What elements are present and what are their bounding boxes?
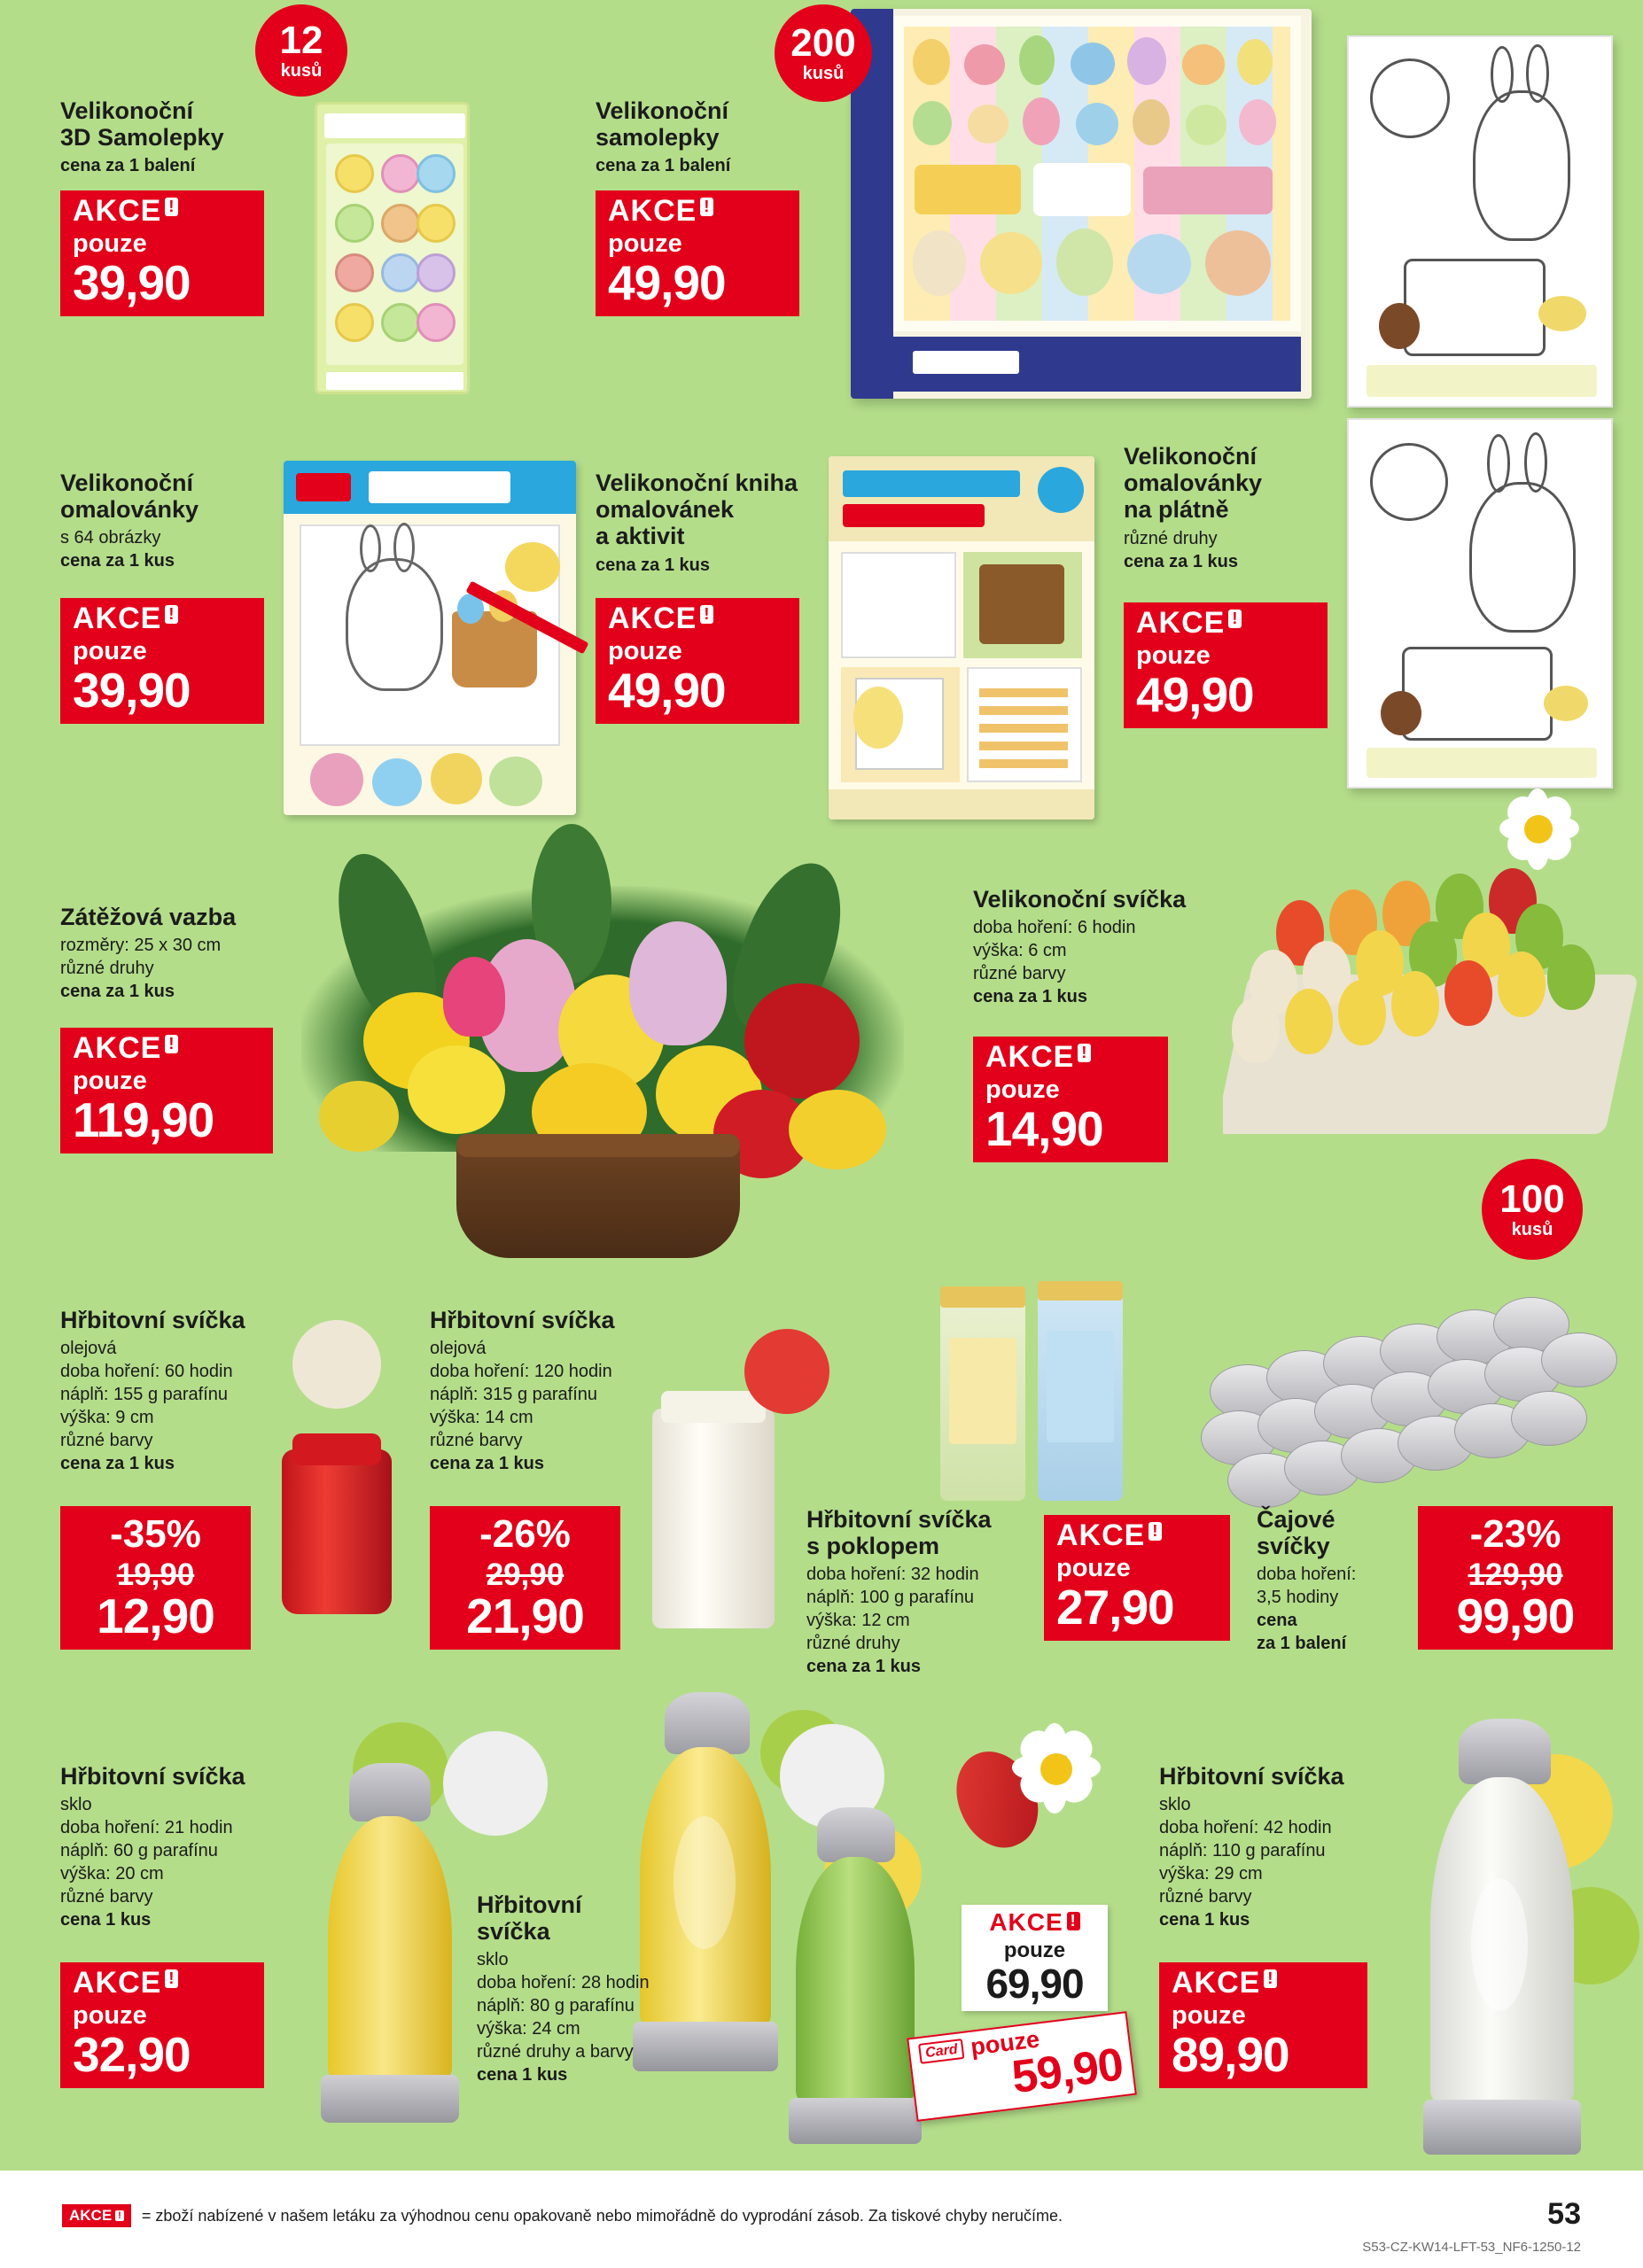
product-image-stickers <box>851 9 1312 399</box>
exclamation-icon: ! <box>1067 1912 1080 1930</box>
product-title-line: Velikonoční <box>60 470 194 496</box>
page-number: 53 <box>1547 2197 1581 2231</box>
pouze-label: pouze <box>1056 1554 1131 1582</box>
exclamation-icon: ! <box>165 198 178 216</box>
pouze-label: pouze <box>608 229 682 258</box>
price-box-grave-candle-lid <box>1044 1515 1230 1641</box>
price-value: 69,90 <box>985 1961 1084 2007</box>
product-desc-line: rozměry: 25 x 30 cm <box>60 936 222 956</box>
akce-label: AKCE <box>73 602 162 635</box>
product-desc-line: výška: 24 cm <box>477 2019 580 2039</box>
product-desc-line: s 64 obrázky <box>60 528 161 548</box>
discount-value: -26% <box>479 1512 571 1556</box>
akce-label: AKCE <box>69 2207 113 2224</box>
product-image-stickers3d <box>315 102 470 394</box>
product-desc-line: cena za 1 kus <box>973 987 1087 1007</box>
product-title-line: Velikonoční <box>60 97 194 124</box>
product-desc-line: doba hoření: 60 hodin <box>60 1362 233 1382</box>
price-box-stickers <box>596 190 799 316</box>
product-desc-line: cena za 1 balení <box>596 156 731 176</box>
product-image-canvas-bottom <box>1347 418 1613 788</box>
product-image-grave-candle-60 <box>266 1418 408 1621</box>
page-code: S53-CZ-KW14-LFT-53_NF6-1250-12 <box>1362 2240 1581 2255</box>
product-text-canvas <box>1124 443 1363 573</box>
product-desc-line: cena za 1 kus <box>806 1657 921 1677</box>
product-image-glass-candle-21 <box>310 1763 470 2135</box>
product-text-grave-candle-lid <box>806 1506 1028 1678</box>
product-image-glass-candle-42 <box>1409 1719 1595 2171</box>
product-desc-line: cena za 1 kus <box>60 982 175 1002</box>
price-box-glass-candle-21 <box>60 1962 264 2088</box>
product-title-line: Velikonoční kniha <box>596 470 798 496</box>
price-value: 119,90 <box>73 1092 214 1147</box>
pouze-label: pouze <box>73 1067 147 1095</box>
pouze-label: pouze <box>1136 641 1211 670</box>
product-desc-line: cena za 1 kus <box>430 1454 544 1474</box>
product-title-line: Velikonoční <box>1124 443 1258 470</box>
product-desc-line: za 1 balení <box>1257 1634 1347 1654</box>
product-title-line: Hřbitovní svíčka <box>430 1307 615 1333</box>
product-image-colouring <box>284 461 576 815</box>
price-value: 39,90 <box>73 255 191 310</box>
product-desc-line: různé druhy <box>60 959 154 979</box>
product-desc-line: výška: 6 cm <box>973 941 1067 961</box>
product-desc-line: 3,5 hodiny <box>1257 1588 1339 1608</box>
price-box-activitybook <box>596 598 799 724</box>
product-title-line: Hřbitovní <box>477 1891 582 1918</box>
product-desc-line: náplň: 60 g parafínu <box>60 1841 218 1861</box>
price-box-tealights <box>1418 1506 1613 1650</box>
product-desc-line: sklo <box>477 1950 509 1970</box>
badge-unit: kusů <box>802 64 845 83</box>
product-title-line: Čajové <box>1257 1506 1335 1533</box>
badge-number: 200 <box>790 21 856 65</box>
pouze-label: pouze <box>1172 2001 1246 2030</box>
badge-number: 12 <box>279 19 323 62</box>
product-desc-line: cena za 1 kus <box>60 551 175 571</box>
product-desc-line: různé barvy <box>973 964 1066 984</box>
price-value: 99,90 <box>1456 1588 1575 1643</box>
pouze-label: pouze <box>1003 1938 1066 1962</box>
product-desc-line: doba hoření: 21 hodin <box>60 1818 233 1838</box>
product-image-canvas-top <box>1347 35 1613 408</box>
footer-note-text: = zboží nabízené v našem letáku za výhodnou cenu opakovaně nebo mimořádně do vyprodání zásob. Za tiskové chyby neručíme. <box>141 2206 1063 2225</box>
price-card-glass-candle-28 <box>962 1905 1108 2011</box>
card-price-value: 59,90 <box>1008 2039 1126 2104</box>
product-title-line: Velikonoční <box>596 97 729 124</box>
product-text-easter-candle <box>973 886 1230 1008</box>
akce-label: AKCE <box>985 1040 1075 1074</box>
exclamation-icon: ! <box>700 198 713 216</box>
product-desc-line: různé druhy a barvy <box>477 2042 634 2062</box>
badge-unit: kusů <box>280 61 323 81</box>
exclamation-icon: ! <box>700 605 713 624</box>
price-box-stickers3d <box>60 190 264 316</box>
akce-label: AKCE <box>73 1031 162 1065</box>
page-footer <box>0 2171 1643 2268</box>
exclamation-icon: ! <box>165 1969 178 1988</box>
price-value: 32,90 <box>73 2027 191 2082</box>
product-desc-line: náplň: 100 g parafínu <box>806 1588 975 1608</box>
old-price: 19,90 <box>116 1557 195 1592</box>
product-image-activitybook <box>829 456 1094 819</box>
color-swatch-red <box>744 1329 829 1414</box>
exclamation-icon: ! <box>1149 1522 1162 1541</box>
product-image-tealights <box>1201 1258 1617 1524</box>
product-desc-line: různé barvy <box>1159 1887 1252 1907</box>
exclamation-icon: ! <box>115 2210 124 2221</box>
product-desc-line: doba hoření: 28 hodin <box>477 1973 650 1993</box>
product-desc-line: různé druhy <box>806 1634 900 1654</box>
color-swatch-cream <box>292 1320 381 1409</box>
footer-akce-badge <box>62 2204 131 2227</box>
product-title-line: omalovánky <box>1124 470 1263 497</box>
price-value: 49,90 <box>1136 667 1254 722</box>
price-value: 21,90 <box>466 1588 584 1643</box>
price-box-colouring <box>60 598 264 724</box>
discount-value: -35% <box>110 1512 201 1556</box>
product-desc-line: výška: 20 cm <box>60 1864 164 1884</box>
pouze-label: pouze <box>73 2001 147 2030</box>
product-desc-line: sklo <box>1159 1795 1191 1815</box>
price-value: 12,90 <box>97 1588 214 1643</box>
product-title-line: na plátně <box>1124 496 1229 524</box>
old-price: 29,90 <box>486 1557 565 1592</box>
old-price: 129,90 <box>1468 1557 1563 1592</box>
akce-label: AKCE <box>1056 1518 1146 1552</box>
product-desc-line: různé barvy <box>60 1887 153 1907</box>
akce-label: AKCE <box>608 602 697 635</box>
product-desc-line: cena za 1 balení <box>60 156 196 176</box>
pouze-label: pouze <box>608 637 682 665</box>
discount-value: -23% <box>1469 1512 1561 1556</box>
product-desc-line: doba hoření: 120 hodin <box>430 1362 612 1382</box>
footer-note-line <box>62 2204 1063 2227</box>
product-desc-line: olejová <box>60 1339 117 1359</box>
product-desc-line: náplň: 110 g parafínu <box>1159 1841 1326 1861</box>
product-desc-line: výška: 29 cm <box>1159 1864 1263 1884</box>
decor-daisy-2 <box>1010 1723 1108 1821</box>
exclamation-icon: ! <box>1228 610 1242 628</box>
pouze-label: pouze <box>985 1076 1060 1104</box>
product-text-glass-candle-42 <box>1159 1763 1381 1931</box>
product-title-line: svíčky <box>1257 1533 1330 1560</box>
product-desc-line: cena za 1 kus <box>596 555 710 575</box>
akce-label: AKCE <box>1136 606 1226 640</box>
product-desc-line: cena za 1 kus <box>60 1454 175 1474</box>
product-title-line: Hřbitovní svíčka <box>60 1307 245 1333</box>
product-title-line: omalovánky <box>60 496 199 524</box>
product-desc-line: různé barvy <box>60 1431 153 1451</box>
product-image-vazba <box>266 824 931 1285</box>
product-title-line: Hřbitovní svíčka <box>1159 1763 1344 1790</box>
badge-unit: kusů <box>1511 1220 1553 1239</box>
product-text-stickers <box>596 97 844 177</box>
product-text-activitybook <box>596 470 853 577</box>
product-desc-line: cena 1 kus <box>1159 1910 1250 1930</box>
product-desc-line: výška: 14 cm <box>430 1408 533 1428</box>
akce-label: AKCE <box>73 194 162 228</box>
badge-quantity-200 <box>775 4 872 102</box>
product-desc-line: sklo <box>60 1795 92 1815</box>
product-image-grave-candle-120 <box>638 1373 789 1639</box>
product-text-glass-candle-28 <box>477 1891 698 2086</box>
price-box-canvas <box>1124 602 1328 728</box>
price-value: 14,90 <box>985 1101 1103 1156</box>
price-value: 49,90 <box>608 663 726 718</box>
akce-label: AKCE <box>1172 1966 1261 2000</box>
product-desc-line: různé druhy <box>1124 528 1218 548</box>
price-box-glass-candle-42 <box>1159 1962 1367 2088</box>
product-title-line: 3D Samolepky <box>60 124 224 151</box>
card-logo: Card <box>918 2039 965 2065</box>
akce-label: AKCE <box>73 1966 162 2000</box>
product-desc-line: doba hoření: 32 hodin <box>806 1565 979 1585</box>
exclamation-icon: ! <box>1078 1044 1091 1062</box>
decor-daisy-1 <box>1498 788 1586 877</box>
price-value: 39,90 <box>73 663 191 718</box>
product-title-line: svíčka <box>477 1918 550 1946</box>
product-title-line: s poklopem <box>806 1533 940 1560</box>
product-title-line: Velikonoční svíčka <box>973 886 1187 913</box>
product-desc-line: cena za 1 kus <box>1124 551 1238 571</box>
exclamation-icon: ! <box>1264 1969 1277 1988</box>
product-text-colouring <box>60 470 291 572</box>
price-box-grave-candle-60 <box>60 1506 251 1650</box>
product-title-line: samolepky <box>596 124 720 151</box>
badge-quantity-100 <box>1482 1159 1583 1260</box>
product-text-grave-candle-60 <box>60 1307 282 1475</box>
product-desc-line: výška: 9 cm <box>60 1408 154 1428</box>
product-desc-line: různé barvy <box>430 1431 523 1451</box>
product-desc-line: doba hoření: 42 hodin <box>1159 1818 1332 1838</box>
pouze-label: pouze <box>969 2025 1041 2061</box>
product-text-tealights <box>1257 1506 1416 1655</box>
product-text-grave-candle-120 <box>430 1307 660 1475</box>
product-desc-line: náplň: 80 g parafínu <box>477 1996 635 2016</box>
price-value: 49,90 <box>608 255 726 310</box>
product-desc-line: cena <box>1257 1611 1297 1631</box>
product-text-stickers3d <box>60 97 308 177</box>
price-box-easter-candle <box>973 1037 1168 1162</box>
product-desc-line: výška: 12 cm <box>806 1611 910 1631</box>
product-text-glass-candle-21 <box>60 1763 282 1931</box>
price-box-grave-candle-120 <box>430 1506 620 1650</box>
product-desc-line: cena 1 kus <box>60 1910 152 1930</box>
akce-label: AKCE <box>989 1908 1063 1936</box>
product-desc-line: náplň: 155 g parafínu <box>60 1385 229 1405</box>
exclamation-icon: ! <box>165 1035 178 1053</box>
product-desc-line: olejová <box>430 1339 487 1359</box>
product-text-vazba <box>60 904 300 1003</box>
badge-number: 100 <box>1499 1177 1565 1221</box>
product-title-line: Hřbitovní svíčka <box>806 1506 992 1533</box>
exclamation-icon: ! <box>165 605 178 624</box>
product-desc-line: doba hoření: <box>1257 1565 1357 1585</box>
product-title-line: Hřbitovní svíčka <box>60 1763 245 1790</box>
product-desc-line: náplň: 315 g parafínu <box>430 1385 598 1405</box>
pouze-label: pouze <box>73 229 147 258</box>
akce-label: AKCE <box>608 194 697 228</box>
price-value: 89,90 <box>1172 2027 1289 2082</box>
product-desc-line: cena 1 kus <box>477 2065 568 2085</box>
product-title-line: omalovánek <box>596 496 735 524</box>
product-image-glass-candle-green <box>780 1807 931 2153</box>
product-title-line: Zátěžová vazba <box>60 904 237 930</box>
product-image-easter-candle-tray <box>1223 868 1639 1143</box>
pouze-label: pouze <box>73 637 147 665</box>
badge-quantity-12 <box>255 4 347 97</box>
card-price-glass-candle-28 <box>907 2011 1137 2122</box>
price-value: 27,90 <box>1056 1580 1174 1635</box>
price-box-vazba <box>60 1028 273 1153</box>
product-title-line: a aktivit <box>596 523 685 550</box>
product-image-grave-candle-lid <box>935 1276 1130 1515</box>
product-desc-line: doba hoření: 6 hodin <box>973 918 1136 938</box>
